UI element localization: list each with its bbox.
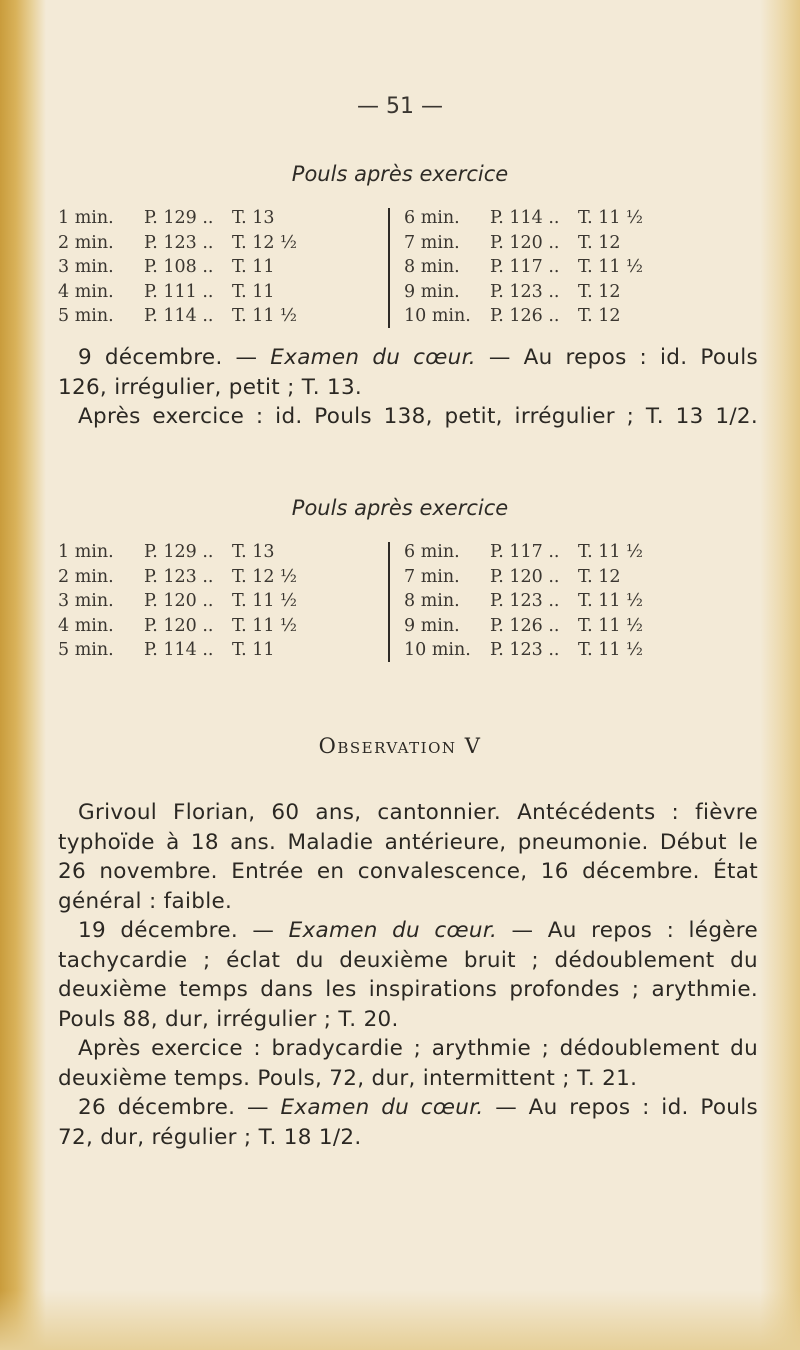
- tension-cell: T. 12 ½: [232, 232, 298, 253]
- paper-edge-bottom: [0, 1290, 800, 1350]
- table-row: [58, 589, 352, 614]
- pulse-cell: P. 123 ..: [144, 232, 214, 253]
- table-column-left: [58, 540, 352, 663]
- pulse-cell: P. 120 ..: [144, 615, 214, 636]
- tension-cell: T. 12: [578, 566, 621, 587]
- table-row: [404, 206, 698, 231]
- text-segment: — Au repos : légère: [497, 918, 758, 943]
- table-row: [58, 280, 352, 305]
- minute-cell: 8 min.: [404, 591, 460, 611]
- table-row: [404, 231, 698, 256]
- minute-cell: 4 min.: [58, 615, 114, 636]
- text-line: Grivoul Florian, 60 ans, cantonnier. Antécédents : fièvre: [78, 800, 758, 825]
- table-column-right: [404, 540, 698, 663]
- pulse-cell: P. 129 ..: [144, 542, 214, 562]
- minute-cell: 9 min.: [404, 281, 460, 302]
- tension-cell: T. 11: [232, 640, 275, 660]
- table-row: [58, 304, 352, 329]
- tension-cell: T. 11 ½: [578, 208, 644, 228]
- table-row: [404, 280, 698, 305]
- text-line: 72, dur, régulier ; T. 18 1/2.: [58, 1124, 362, 1150]
- table-row: [58, 540, 352, 565]
- text-line: typhoïde à 18 ans. Maladie antérieure, pneumonie. Début le: [58, 829, 758, 855]
- tension-cell: T. 11 ½: [578, 591, 644, 611]
- text-segment: 26 décembre. —: [78, 1095, 281, 1120]
- minute-cell: 10 min.: [404, 306, 471, 326]
- pulse-cell: P. 120 ..: [490, 566, 560, 587]
- pulse-cell: P. 123 ..: [490, 591, 560, 611]
- table1-title: Pouls après exercice: [291, 162, 509, 186]
- text-segment: — Au repos : id. Pouls: [483, 1095, 758, 1120]
- tension-cell: T. 11 ½: [232, 591, 298, 611]
- tension-cell: T. 11: [232, 281, 275, 302]
- text-line: Après exercice : id. Pouls 138, petit, irrégulier ; T. 13 1/2.: [78, 404, 758, 429]
- tension-cell: T. 13: [232, 542, 275, 562]
- tension-cell: T. 11 ½: [578, 257, 644, 277]
- text-line: Après exercice : bradycardie ; arythmie ; dédoublement du: [78, 1036, 758, 1061]
- text-segment: 19 décembre. —: [78, 918, 289, 943]
- minute-cell: 8 min.: [404, 257, 460, 277]
- text-line: [58, 1093, 758, 1123]
- table-row: [404, 614, 698, 639]
- table-row: [404, 304, 698, 329]
- pulse-cell: P. 114 ..: [144, 306, 214, 326]
- pulse-cell: P. 123 ..: [490, 640, 560, 660]
- text-line: tachycardie ; éclat du deuxième bruit ; dédoublement du: [58, 947, 758, 973]
- table-row: [58, 206, 352, 231]
- paper-edge-right: [760, 0, 800, 1350]
- minute-cell: 3 min.: [58, 591, 114, 611]
- text-italic: Examen du cœur.: [280, 1095, 484, 1120]
- pulse-cell: P. 111 ..: [144, 281, 214, 302]
- minute-cell: 1 min.: [58, 542, 114, 562]
- table-row: [404, 638, 698, 663]
- text-line: deuxième temps dans les inspirations profondes ; arythmie.: [58, 977, 758, 1002]
- minute-cell: 9 min.: [404, 615, 460, 636]
- text-italic: Examen du cœur.: [270, 345, 476, 370]
- minute-cell: 2 min.: [58, 566, 114, 587]
- tension-cell: T. 11 ½: [232, 615, 298, 636]
- table-row: [58, 614, 352, 639]
- minute-cell: 4 min.: [58, 281, 114, 302]
- table-column-right: [404, 206, 698, 329]
- minute-cell: 5 min.: [58, 640, 114, 660]
- minute-cell: 5 min.: [58, 306, 114, 326]
- table-row: [58, 565, 352, 590]
- tension-cell: T. 12 ½: [232, 566, 298, 587]
- tension-cell: T. 12: [578, 232, 621, 253]
- pulse-cell: P. 117 ..: [490, 257, 560, 277]
- pulse-cell: P. 129 ..: [144, 208, 214, 228]
- table2-title: Pouls après exercice: [291, 496, 509, 520]
- tension-cell: T. 11 ½: [578, 615, 644, 636]
- minute-cell: 6 min.: [404, 542, 460, 562]
- table-row: [58, 231, 352, 256]
- table-row: [58, 255, 352, 280]
- pulse-cell: P. 117 ..: [490, 542, 560, 562]
- text-line: [58, 343, 758, 373]
- pulse-cell: P. 126 ..: [490, 615, 560, 636]
- text-italic: Examen du cœur.: [288, 918, 498, 943]
- text-segment: 9 décembre. —: [78, 345, 271, 370]
- minute-cell: 1 min.: [58, 208, 114, 228]
- pulse-cell: P. 126 ..: [490, 306, 560, 326]
- table-divider: [388, 208, 390, 328]
- tension-cell: T. 11 ½: [578, 542, 644, 562]
- pulse-cell: P. 120 ..: [144, 591, 214, 611]
- observation-title: Observation V: [318, 734, 482, 758]
- tension-cell: T. 11 ½: [232, 306, 298, 326]
- minute-cell: 7 min.: [404, 232, 460, 253]
- text-line: 126, irrégulier, petit ; T. 13.: [58, 374, 363, 400]
- table-row: [58, 638, 352, 663]
- table-row: [404, 255, 698, 280]
- tension-cell: T. 12: [578, 306, 621, 326]
- minute-cell: 3 min.: [58, 257, 114, 277]
- minute-cell: 10 min.: [404, 640, 471, 660]
- text-line: deuxième temps. Pouls, 72, dur, intermittent ; T. 21.: [58, 1065, 638, 1091]
- pulse-cell: P. 123 ..: [490, 281, 560, 302]
- table-column-left: [58, 206, 352, 329]
- tension-cell: T. 13: [232, 208, 275, 228]
- minute-cell: 2 min.: [58, 232, 114, 253]
- text-line: général : faible.: [58, 888, 233, 914]
- table-row: [404, 540, 698, 565]
- pulse-cell: P. 114 ..: [144, 640, 214, 660]
- table-row: [404, 589, 698, 614]
- pulse-cell: P. 120 ..: [490, 232, 560, 253]
- minute-cell: 7 min.: [404, 566, 460, 587]
- observation-body: [58, 798, 758, 1152]
- text-line: Pouls 88, dur, irrégulier ; T. 20.: [58, 1006, 399, 1032]
- pulse-cell: P. 108 ..: [144, 257, 214, 277]
- page-number: — 51 —: [357, 94, 443, 119]
- pulse-cell: P. 114 ..: [490, 208, 560, 228]
- paragraph-9-decembre: [58, 343, 758, 432]
- pulse-cell: P. 123 ..: [144, 566, 214, 587]
- tension-cell: T. 11: [232, 257, 275, 277]
- text-line: [58, 916, 758, 946]
- table-divider: [388, 542, 390, 662]
- text-segment: — Au repos : id. Pouls: [475, 345, 758, 370]
- minute-cell: 6 min.: [404, 208, 460, 228]
- table-row: [404, 565, 698, 590]
- paper-edge-left: [0, 0, 46, 1350]
- text-line: 26 novembre. Entrée en convalescence, 16 décembre. État: [58, 859, 758, 884]
- tension-cell: T. 12: [578, 281, 621, 302]
- tension-cell: T. 11 ½: [578, 640, 644, 660]
